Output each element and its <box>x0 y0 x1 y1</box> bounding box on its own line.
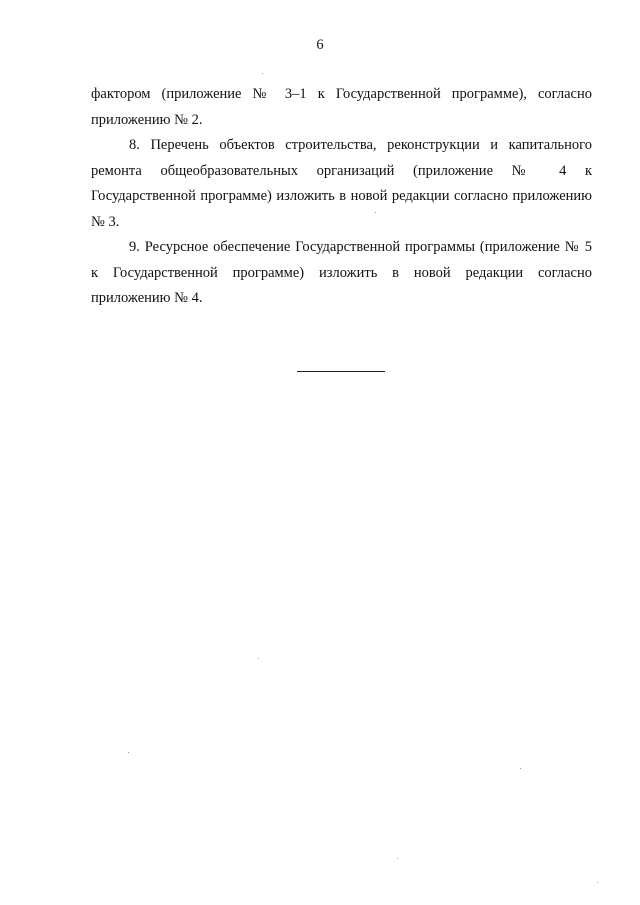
scan-speck <box>397 858 398 859</box>
body-text <box>91 82 592 312</box>
paragraph-item-8: 8. Перечень объектов строительства, реконструкции и капитального ремонта общеобразовательных организаций (приложение № 4 к Государственной программе) изложить в новой редакции согласно приложению № 3. <box>91 137 592 230</box>
scan-speck <box>597 882 598 883</box>
scan-speck <box>520 768 521 769</box>
page-number: 6 <box>316 37 324 53</box>
scan-speck <box>128 752 129 753</box>
scan-speck <box>258 658 259 659</box>
end-of-text-rule <box>297 371 385 372</box>
paragraph-item-9: 9. Ресурсное обеспечение Государственной программы (приложение № 5 к Государственной программе) изложить в новой редакции согласно приложению № 4. <box>91 239 592 306</box>
scan-speck <box>262 73 263 74</box>
paragraph-continuation: фактором (приложение № 3–1 к Государственной программе), согласно приложению № 2. <box>91 86 592 128</box>
scan-speck <box>375 212 376 213</box>
